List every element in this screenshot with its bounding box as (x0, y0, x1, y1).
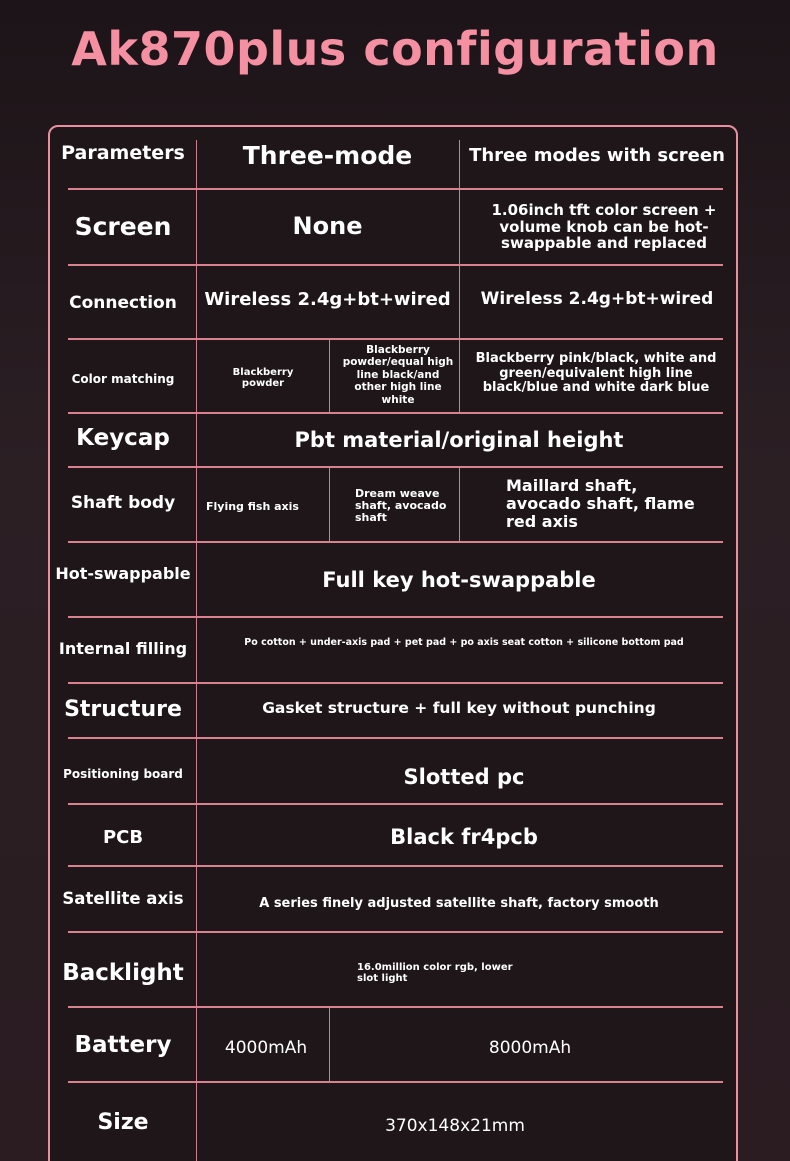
row-divider (68, 737, 723, 739)
pcb-value: Black fr4pcb (390, 825, 538, 850)
shaft-body-col-a: Flying fish axis (206, 499, 299, 513)
row-divider (68, 682, 723, 684)
row-label-screen: Screen (74, 212, 172, 241)
shaft-body-col-b: Dream weave shaft, avocado shaft (355, 486, 447, 525)
header-three-modes-with-screen: Three modes with screen (469, 144, 725, 166)
battery-with-screen: 8000mAh (488, 1038, 572, 1059)
header-parameters: Parameters (61, 142, 185, 165)
row-divider (68, 466, 723, 468)
column-divider (459, 339, 460, 413)
internal-filling-value: Po cotton + under-axis pad + pet pad + po axis seat cotton + silicone bottom pad (244, 636, 684, 648)
row-divider (68, 541, 723, 543)
row-divider (68, 931, 723, 933)
connection-with-screen: Wireless 2.4g+bt+wired (480, 289, 714, 310)
hot-swappable-value: Full key hot-swappable (322, 568, 596, 593)
column-divider (329, 339, 330, 413)
page-title: Ak870plus configuration (71, 22, 719, 76)
row-divider (68, 1006, 723, 1008)
row-divider (68, 616, 723, 618)
row-label-hot-swappable: Hot-swappable (55, 564, 191, 584)
column-divider (329, 467, 330, 542)
row-label-pcb: PCB (102, 826, 144, 848)
header-three-mode: Three-mode (242, 141, 413, 170)
shaft-body-with-screen: Maillard shaft, avocado shaft, flame red axis (506, 476, 695, 531)
row-label-connection: Connection (69, 293, 177, 314)
column-divider (459, 467, 460, 542)
row-label-structure: Structure (64, 696, 182, 722)
color-matching-col-b: Blackberry powder/equal high line black/and other high line white (342, 344, 454, 406)
row-divider (68, 1081, 723, 1083)
keycap-value: Pbt material/original height (294, 428, 624, 453)
battery-three-mode: 4000mAh (224, 1038, 308, 1059)
row-label-color-matching: Color matching (71, 372, 175, 387)
connection-three-mode: Wireless 2.4g+bt+wired (204, 288, 451, 310)
row-label-keycap: Keycap (76, 425, 170, 452)
size-value: 370x148x21mm (385, 1116, 525, 1137)
row-label-battery: Battery (74, 1032, 172, 1059)
row-label-internal-filling: Internal filling (58, 639, 188, 659)
row-divider (68, 865, 723, 867)
row-label-size: Size (97, 1109, 149, 1135)
satellite-axis-value: A series finely adjusted satellite shaft, factory smooth (259, 895, 659, 911)
row-divider (68, 803, 723, 805)
row-label-shaft-body: Shaft body (70, 493, 176, 514)
row-divider (68, 412, 723, 414)
color-matching-with-screen: Blackberry pink/black, white and green/equivalent high line black/blue and white dark blue (475, 351, 717, 396)
row-divider (68, 264, 723, 266)
row-label-positioning-board: Positioning board (63, 767, 183, 782)
screen-with-screen: 1.06inch tft color screen + volume knob can be hot-swappable and replaced (491, 200, 717, 253)
color-matching-col-a: Blackberry powder (232, 366, 294, 389)
backlight-value: 16.0million color rgb, lower slot light (357, 961, 513, 984)
row-label-satellite-axis: Satellite axis (62, 888, 184, 908)
structure-value: Gasket structure + full key without punching (262, 699, 656, 718)
column-divider (459, 188, 460, 265)
row-label-backlight: Backlight (62, 960, 184, 987)
positioning-board-value: Slotted pc (403, 765, 525, 790)
screen-three-mode: None (292, 211, 363, 240)
